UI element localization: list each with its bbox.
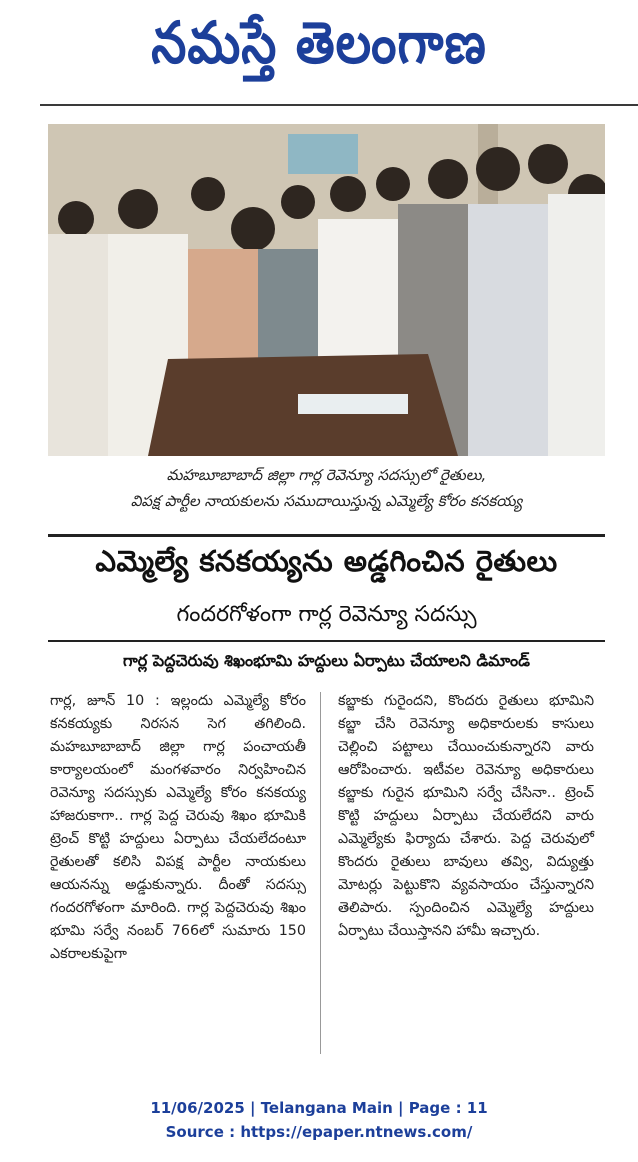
kicker-rule <box>48 640 605 642</box>
body-left-text: గార్ల, జూన్ 10 : ఇల్లందు ఎమ్మెల్యే కోరం కనకయ్యకు నిరసన సెగ తగిలింది. మహబూబాబాద్ జిల్లా గార్ల పంచాయతీ కార్యాలయంలో మంగళవారం నిర్వహించిన రెవెన్యూ సదస్సుకు ఎమ్మెల్యే కోరం కనకయ్య హాజరుకాగా.. గార్ల పెద్ద చెరువు శిఖం భూమికి ట్రెంచ్ కొట్టి హద్దులు ఏర్పాటు చేయలేదంటూ రైతులతో కలిసి విపక్ష పార్టీల నాయకులు ఆయనన్ను అడ్డుకున్నారు. దీంతో సదస్సు గందరగోళంగా మారింది. గార్ల పెద్దచెరువు శిఖం భూమి సర్వే నంబర్ 766లో సుమారు 150 ఎకరాలకుపైగా <box>50 693 306 962</box>
photo-papers <box>298 394 408 414</box>
footer <box>0 1096 638 1144</box>
body-column-left <box>50 690 306 966</box>
masthead-rule <box>40 104 638 106</box>
photo-window <box>288 134 358 174</box>
kicker: గార్ల పెద్దచెరువు శిఖంభూమి హద్దులు ఏర్పాటు చేయాలని డిమాండ్ <box>122 651 531 670</box>
body-right-text: కబ్జాకు గురైందని, కొందరు రైతులు భూమిని కబ్జా చేసి రెవెన్యూ అధికారులకు కాసులు చెల్లించి పట్టాలు చేయించుకున్నారని వారు ఆరోపించారు. ఇటీవల రెవెన్యూ అధికారులు కబ్జాకు గురైన భూమిని సర్వే చేసినా.. ట్రెంచ్ కొట్టి హద్దులు ఏర్పాటు చేయలేదని వారు ఎమ్మెల్యేకు ఫిర్యాదు చేశారు. పెద్ద చెరువులో కొందరు రైతులు బావులు తవ్వి, విద్యుత్తు మోటర్లు పెట్టుకొని వ్యవసాయం చేస్తున్నారని తెలిపారు. స్పందించిన ఎమ్మెల్యే హద్దులు ఏర్పాటు చేయిస్తానని హామీ ఇచ్చారు. <box>338 693 594 939</box>
news-photo-illustration <box>48 124 605 456</box>
caption-line-2: విపక్ష పార్టీల నాయకులను సముదాయిస్తున్న ఎమ్మెల్యే కోరం కనకయ్య <box>130 492 523 510</box>
column-divider <box>320 692 321 1054</box>
news-photo <box>48 124 605 456</box>
photo-caption <box>48 462 605 514</box>
masthead <box>0 0 638 100</box>
footer-source[interactable]: Source : https://epaper.ntnews.com/ <box>165 1123 473 1141</box>
headline: ఎమ్మెల్యే కనకయ్యను అడ్డగించిన రైతులు <box>95 544 558 578</box>
footer-date-page: 11/06/2025 | Telangana Main | Page : 11 <box>150 1099 488 1117</box>
headline-top-rule <box>48 534 605 537</box>
subheadline: గందరగోళంగా గార్ల రెవెన్యూ సదస్సు <box>176 602 477 627</box>
body-column-right <box>338 690 594 943</box>
masthead-title: నమస్తే తెలంగాణ <box>151 9 487 76</box>
caption-line-1: మహబూబాబాద్ జిల్లా గార్ల రెవెన్యూ సదస్సులో రైతులు, <box>166 466 487 484</box>
